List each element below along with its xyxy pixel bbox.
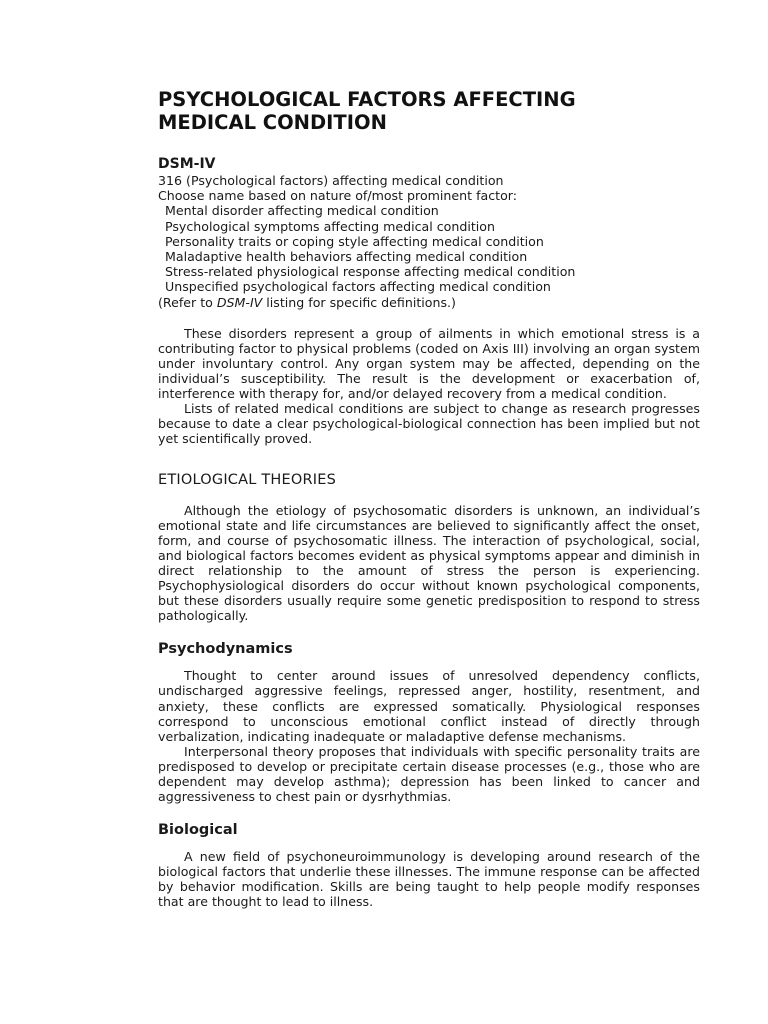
etiological-paragraph-1: Although the etiology of psychosomatic disorders is unknown, an individual’s emotional state and life circumstances are believed to significantly affect the onset, form, and course of psychosomatic illness. The interaction of psychological, social, and biological factors becomes evident as physical symptoms appear and diminish in direct relationship to the amount of stress the person is experiencing. Psychophysiological disorders do occur without known psychological components, but these disorders usually require some genetic predisposition to respond to stress pathologically. [158,502,700,624]
dsm-choose-line: Choose name based on nature of/most prominent factor: [158,188,517,204]
psychodynamics-paragraph-1: Thought to center around issues of unresolved dependency conflicts, undischarged aggressive feelings, repressed anger, hostility, resentment, and anxiety, these conflicts are expressed somatically. Physiological responses correspond to unconscious emotional conflict instead of directly through verbalization, indicating inadequate or maladaptive defense mechanisms. [158,668,700,744]
dsm-item: Stress-related physiological response affecting medical condition [165,264,576,280]
page-title-line-1: PSYCHOLOGICAL FACTORS AFFECTING [158,88,576,111]
refer-italic: DSM-IV [216,294,263,310]
page-title [158,88,700,134]
page-title-line-2: MEDICAL CONDITION [158,111,387,134]
dsm-block [158,173,700,310]
dsm-item: Mental disorder affecting medical condition [165,203,439,219]
dsm-item: Unspecified psychological factors affecting medical condition [165,279,551,295]
biological-paragraph-1: A new field of psychoneuroimmunology is developing around research of the biological factors that underlie these illnesses. The immune response can be affected by behavior modification. Skills are being taught to help people modify responses that are thought to lead to illness. [158,849,700,910]
dsm-refer-line [158,295,700,310]
dsm-item: Personality traits or coping style affecting medical condition [165,233,544,249]
refer-suffix: listing for specific definitions.) [262,294,456,310]
etiological-heading: ETIOLOGICAL THEORIES [158,471,336,488]
dsm-item: Psychological symptoms affecting medical condition [165,218,495,234]
dsm-heading: DSM-IV [158,156,216,172]
psychodynamics-heading: Psychodynamics [158,641,293,658]
dsm-item: Maladaptive health behaviors affecting medical condition [165,249,528,265]
page-content [158,88,700,910]
dsm-code-line: 316 (Psychological factors) affecting medical condition [158,173,504,188]
psychodynamics-paragraph-2: Interpersonal theory proposes that individuals with specific personality traits are predisposed to develop or precipitate certain disease processes (e.g., those who are dependent may develop asthma); depression has been linked to cancer and aggressiveness to chest pain or dysrhythmias. [158,743,700,805]
intro-paragraph-2: Lists of related medical conditions are subject to change as research progresses because to date a clear psychological-biological connection has been implied but not yet scientifically proved. [158,401,700,447]
intro-paragraph-1: These disorders represent a group of ailments in which emotional stress is a contributing factor to physical problems (coded on Axis III) involving an organ system under involuntary control. Any organ system may be affected, depending on the individual’s susceptibility. The result is the development or exacerbation of, interference with therapy for, and/or delayed recovery from a medical condition. [158,325,700,402]
biological-heading: Biological [158,822,238,839]
refer-prefix: (Refer to [158,294,217,310]
